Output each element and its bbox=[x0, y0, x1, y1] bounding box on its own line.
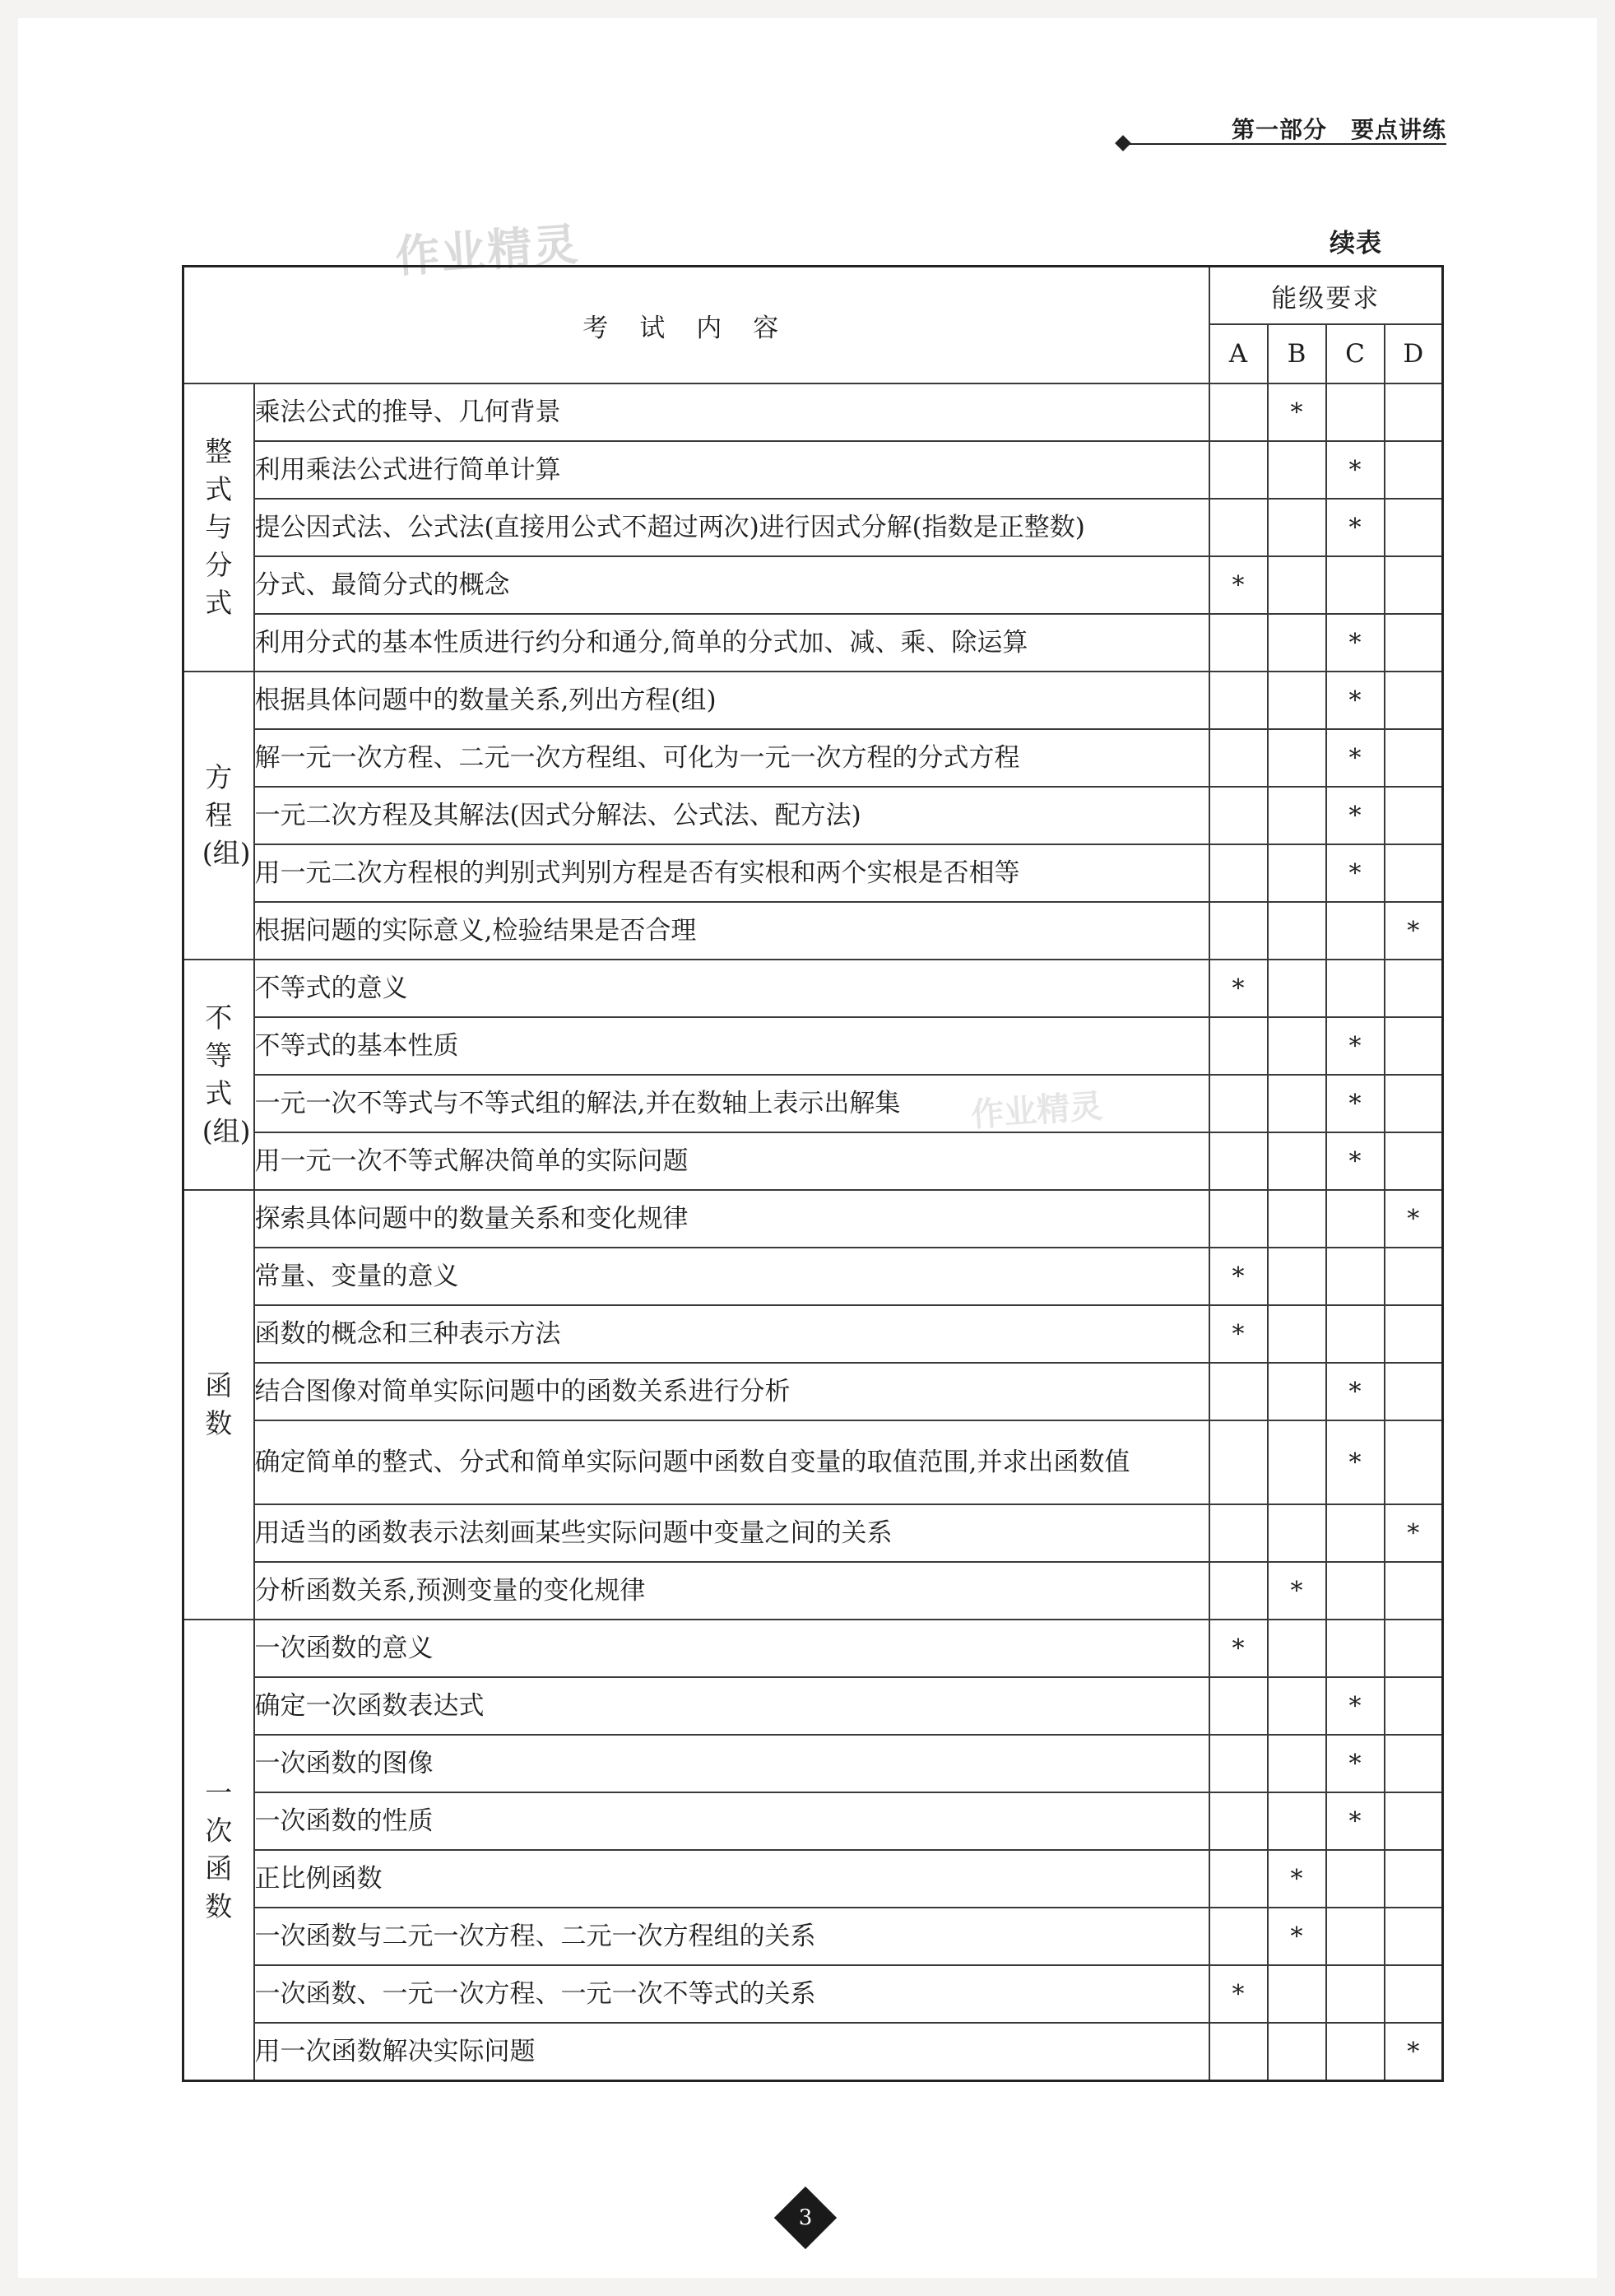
table-row bbox=[183, 499, 1443, 556]
category-cell bbox=[183, 1190, 254, 1620]
continued-label: 续表 bbox=[1330, 229, 1382, 258]
level-mark-a bbox=[1209, 1420, 1268, 1504]
table-row bbox=[183, 1562, 1443, 1620]
level-mark-d bbox=[1385, 1850, 1443, 1908]
level-mark-c: * bbox=[1326, 1792, 1385, 1850]
running-head bbox=[1117, 107, 1446, 148]
table-row bbox=[183, 1792, 1443, 1850]
level-mark-a bbox=[1209, 1677, 1268, 1735]
level-mark-c: * bbox=[1326, 1017, 1385, 1075]
table-row bbox=[183, 1248, 1443, 1305]
requirement-text: 用一元一次不等式解决简单的实际问题 bbox=[254, 1132, 1209, 1190]
requirement-text: 一次函数的图像 bbox=[254, 1735, 1209, 1792]
level-header: 能级要求 bbox=[1209, 267, 1443, 325]
requirement-text: 一元二次方程及其解法(因式分解法、公式法、配方法) bbox=[254, 787, 1209, 844]
requirement-text: 用适当的函数表示法刻画某些实际问题中变量之间的关系 bbox=[254, 1504, 1209, 1562]
table-row bbox=[183, 1190, 1443, 1248]
table-row bbox=[183, 1132, 1443, 1190]
requirement-text: 根据问题的实际意义,检验结果是否合理 bbox=[254, 902, 1209, 960]
category-cell bbox=[183, 1620, 254, 2081]
level-mark-b bbox=[1268, 556, 1326, 614]
level-mark-a: * bbox=[1209, 960, 1268, 1017]
requirement-text: 利用分式的基本性质进行约分和通分,简单的分式加、减、乘、除运算 bbox=[254, 614, 1209, 672]
level-mark-d bbox=[1385, 960, 1443, 1017]
level-mark-b bbox=[1268, 672, 1326, 729]
level-mark-c bbox=[1326, 960, 1385, 1017]
table-row bbox=[183, 1075, 1443, 1132]
level-mark-b: * bbox=[1268, 1850, 1326, 1908]
level-mark-c bbox=[1326, 556, 1385, 614]
table-row bbox=[183, 1850, 1443, 1908]
level-mark-c bbox=[1326, 902, 1385, 960]
level-mark-a bbox=[1209, 1850, 1268, 1908]
requirement-text: 用一次函数解决实际问题 bbox=[254, 2023, 1209, 2081]
watermark: 作业精灵 bbox=[969, 1087, 1104, 1135]
category-label: 函数 bbox=[205, 1369, 233, 1439]
level-mark-b bbox=[1268, 1132, 1326, 1190]
level-mark-c bbox=[1326, 1850, 1385, 1908]
level-mark-a bbox=[1209, 729, 1268, 787]
table-row bbox=[183, 441, 1443, 499]
level-mark-c: * bbox=[1326, 1132, 1385, 1190]
level-mark-d bbox=[1385, 1620, 1443, 1677]
table-row bbox=[183, 1420, 1443, 1504]
level-mark-a: * bbox=[1209, 1965, 1268, 2023]
level-mark-b bbox=[1268, 787, 1326, 844]
table-row bbox=[183, 1908, 1443, 1965]
level-mark-c: * bbox=[1326, 614, 1385, 672]
level-mark-c bbox=[1326, 1965, 1385, 2023]
requirement-text: 分式、最简分式的概念 bbox=[254, 556, 1209, 614]
level-col-a: A bbox=[1209, 324, 1268, 383]
level-mark-b bbox=[1268, 614, 1326, 672]
table-row bbox=[183, 383, 1443, 441]
level-mark-c bbox=[1326, 1562, 1385, 1620]
level-mark-c: * bbox=[1326, 1735, 1385, 1792]
level-mark-c bbox=[1326, 1305, 1385, 1363]
requirement-text: 探索具体问题中的数量关系和变化规律 bbox=[254, 1190, 1209, 1248]
category-label: 一次函数 bbox=[205, 1777, 233, 1922]
table-row bbox=[183, 1305, 1443, 1363]
requirement-text: 根据具体问题中的数量关系,列出方程(组) bbox=[254, 672, 1209, 729]
level-mark-d bbox=[1385, 1075, 1443, 1132]
level-mark-a bbox=[1209, 1363, 1268, 1420]
level-mark-b bbox=[1268, 1190, 1326, 1248]
level-mark-a: * bbox=[1209, 1620, 1268, 1677]
level-mark-c: * bbox=[1326, 1363, 1385, 1420]
category-label: 不等式(组) bbox=[202, 1002, 251, 1147]
table-row bbox=[183, 614, 1443, 672]
level-mark-d: * bbox=[1385, 902, 1443, 960]
requirement-text: 函数的概念和三种表示方法 bbox=[254, 1305, 1209, 1363]
level-mark-c: * bbox=[1326, 1420, 1385, 1504]
level-mark-a bbox=[1209, 787, 1268, 844]
level-mark-d bbox=[1385, 1248, 1443, 1305]
level-mark-b bbox=[1268, 2023, 1326, 2081]
requirement-text: 用一元二次方程根的判别式判别方程是否有实根和两个实根是否相等 bbox=[254, 844, 1209, 902]
level-mark-a bbox=[1209, 1132, 1268, 1190]
level-mark-c bbox=[1326, 2023, 1385, 2081]
level-mark-a: * bbox=[1209, 1248, 1268, 1305]
level-mark-a bbox=[1209, 672, 1268, 729]
level-mark-d bbox=[1385, 1677, 1443, 1735]
level-mark-d bbox=[1385, 729, 1443, 787]
level-mark-a bbox=[1209, 441, 1268, 499]
requirement-text: 常量、变量的意义 bbox=[254, 1248, 1209, 1305]
level-mark-d bbox=[1385, 1132, 1443, 1190]
level-mark-d bbox=[1385, 1965, 1443, 2023]
level-mark-c bbox=[1326, 1190, 1385, 1248]
level-mark-b bbox=[1268, 1504, 1326, 1562]
requirement-text: 不等式的基本性质 bbox=[254, 1017, 1209, 1075]
level-mark-b bbox=[1268, 1248, 1326, 1305]
level-mark-b bbox=[1268, 960, 1326, 1017]
level-mark-c: * bbox=[1326, 1677, 1385, 1735]
level-mark-a bbox=[1209, 1190, 1268, 1248]
requirement-text: 利用乘法公式进行简单计算 bbox=[254, 441, 1209, 499]
level-mark-d bbox=[1385, 787, 1443, 844]
requirement-text: 正比例函数 bbox=[254, 1850, 1209, 1908]
watermark: 作业精灵 bbox=[393, 218, 582, 283]
level-mark-b bbox=[1268, 1735, 1326, 1792]
requirement-text: 乘法公式的推导、几何背景 bbox=[254, 383, 1209, 441]
level-mark-d bbox=[1385, 383, 1443, 441]
level-mark-a bbox=[1209, 902, 1268, 960]
level-mark-d bbox=[1385, 556, 1443, 614]
table-row bbox=[183, 729, 1443, 787]
level-mark-d bbox=[1385, 1792, 1443, 1850]
level-mark-b bbox=[1268, 1305, 1326, 1363]
level-mark-d bbox=[1385, 844, 1443, 902]
category-label: 方程(组) bbox=[202, 761, 251, 869]
level-mark-d: * bbox=[1385, 1504, 1443, 1562]
level-mark-b bbox=[1268, 1075, 1326, 1132]
level-mark-d bbox=[1385, 1305, 1443, 1363]
requirement-text: 提公因式法、公式法(直接用公式不超过两次)进行因式分解(指数是正整数) bbox=[254, 499, 1209, 556]
table-row bbox=[183, 556, 1443, 614]
level-mark-b bbox=[1268, 729, 1326, 787]
category-cell bbox=[183, 960, 254, 1190]
level-mark-b bbox=[1268, 1792, 1326, 1850]
level-mark-c: * bbox=[1326, 787, 1385, 844]
level-mark-d bbox=[1385, 1363, 1443, 1420]
level-mark-b bbox=[1268, 1677, 1326, 1735]
requirement-text: 结合图像对简单实际问题中的函数关系进行分析 bbox=[254, 1363, 1209, 1420]
level-mark-b bbox=[1268, 499, 1326, 556]
table-row bbox=[183, 1620, 1443, 1677]
level-mark-d bbox=[1385, 614, 1443, 672]
running-title: 第一部分 要点讲练 bbox=[1231, 116, 1446, 143]
requirement-text: 一次函数的意义 bbox=[254, 1620, 1209, 1677]
category-cell bbox=[183, 672, 254, 960]
level-mark-a bbox=[1209, 1792, 1268, 1850]
table-row bbox=[183, 672, 1443, 729]
level-mark-a bbox=[1209, 383, 1268, 441]
level-col-c: C bbox=[1326, 324, 1385, 383]
requirement-text: 不等式的意义 bbox=[254, 960, 1209, 1017]
level-mark-a bbox=[1209, 1075, 1268, 1132]
level-mark-d bbox=[1385, 1017, 1443, 1075]
level-mark-a bbox=[1209, 499, 1268, 556]
level-mark-c bbox=[1326, 1248, 1385, 1305]
requirement-text: 一次函数、一元一次方程、一元一次不等式的关系 bbox=[254, 1965, 1209, 2023]
level-mark-a: * bbox=[1209, 1305, 1268, 1363]
level-mark-b bbox=[1268, 1420, 1326, 1504]
level-mark-a bbox=[1209, 2023, 1268, 2081]
table-row bbox=[183, 1677, 1443, 1735]
requirement-text: 确定一次函数表达式 bbox=[254, 1677, 1209, 1735]
category-label: 整式与分式 bbox=[205, 435, 233, 619]
level-mark-b: * bbox=[1268, 383, 1326, 441]
level-mark-a bbox=[1209, 1562, 1268, 1620]
level-mark-b bbox=[1268, 902, 1326, 960]
level-mark-c bbox=[1326, 383, 1385, 441]
level-mark-a bbox=[1209, 1908, 1268, 1965]
requirement-text: 一元一次不等式与不等式组的解法,并在数轴上表示出解集 bbox=[254, 1075, 1209, 1132]
level-mark-c bbox=[1326, 1908, 1385, 1965]
table-row bbox=[183, 1504, 1443, 1562]
level-mark-c: * bbox=[1326, 1075, 1385, 1132]
level-mark-c: * bbox=[1326, 441, 1385, 499]
requirement-text: 分析函数关系,预测变量的变化规律 bbox=[254, 1562, 1209, 1620]
level-col-b: B bbox=[1268, 324, 1326, 383]
table-row bbox=[183, 1965, 1443, 2023]
table-row bbox=[183, 844, 1443, 902]
content-header: 考试内容 bbox=[183, 267, 1209, 384]
level-mark-d bbox=[1385, 1735, 1443, 1792]
level-mark-d: * bbox=[1385, 2023, 1443, 2081]
level-mark-b bbox=[1268, 844, 1326, 902]
level-mark-a: * bbox=[1209, 556, 1268, 614]
level-mark-d bbox=[1385, 1420, 1443, 1504]
level-mark-c: * bbox=[1326, 672, 1385, 729]
level-mark-a bbox=[1209, 1735, 1268, 1792]
level-mark-b bbox=[1268, 441, 1326, 499]
requirement-text: 一次函数与二元一次方程、二元一次方程组的关系 bbox=[254, 1908, 1209, 1965]
level-mark-d bbox=[1385, 1908, 1443, 1965]
category-cell bbox=[183, 383, 254, 672]
level-mark-c: * bbox=[1326, 844, 1385, 902]
requirement-text: 解一元一次方程、二元一次方程组、可化为一元一次方程的分式方程 bbox=[254, 729, 1209, 787]
level-mark-b: * bbox=[1268, 1562, 1326, 1620]
level-mark-b bbox=[1268, 1965, 1326, 2023]
level-mark-b bbox=[1268, 1620, 1326, 1677]
level-mark-b bbox=[1268, 1017, 1326, 1075]
requirement-text: 确定简单的整式、分式和简单实际问题中函数自变量的取值范围,并求出函数值 bbox=[254, 1420, 1209, 1504]
requirements-table bbox=[182, 265, 1444, 2082]
level-mark-c: * bbox=[1326, 499, 1385, 556]
level-mark-a bbox=[1209, 614, 1268, 672]
level-mark-d bbox=[1385, 1562, 1443, 1620]
requirement-text: 一次函数的性质 bbox=[254, 1792, 1209, 1850]
level-mark-a bbox=[1209, 844, 1268, 902]
table-row bbox=[183, 1017, 1443, 1075]
table-row bbox=[183, 2023, 1443, 2081]
table-row bbox=[183, 1363, 1443, 1420]
level-mark-d: * bbox=[1385, 1190, 1443, 1248]
table-row bbox=[183, 902, 1443, 960]
level-mark-a bbox=[1209, 1017, 1268, 1075]
table-row bbox=[183, 1735, 1443, 1792]
level-col-d: D bbox=[1385, 324, 1443, 383]
level-mark-b bbox=[1268, 1363, 1326, 1420]
level-mark-b: * bbox=[1268, 1908, 1326, 1965]
level-mark-c: * bbox=[1326, 729, 1385, 787]
table-row bbox=[183, 787, 1443, 844]
table-row bbox=[183, 960, 1443, 1017]
level-mark-a bbox=[1209, 1504, 1268, 1562]
level-mark-d bbox=[1385, 499, 1443, 556]
level-mark-c bbox=[1326, 1504, 1385, 1562]
level-mark-c bbox=[1326, 1620, 1385, 1677]
level-mark-d bbox=[1385, 441, 1443, 499]
page-number: 3 bbox=[798, 2205, 813, 2230]
level-mark-d bbox=[1385, 672, 1443, 729]
